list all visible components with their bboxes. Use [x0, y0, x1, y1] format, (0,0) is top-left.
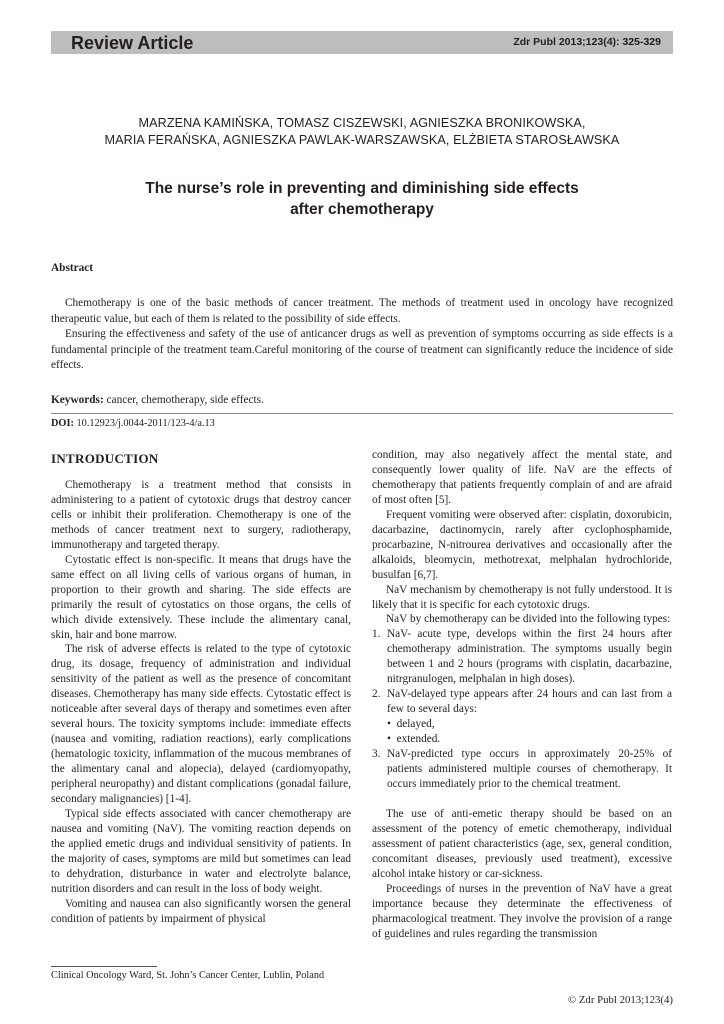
header-bar — [51, 31, 673, 54]
title-line-1: The nurse’s role in preventing and diminishing side effects — [145, 180, 579, 197]
keywords-value: cancer, chemotherapy, side effects. — [106, 394, 264, 406]
page-range: 325-329 — [622, 36, 661, 48]
body-column-right — [372, 448, 672, 942]
list-item: 2. NaV-delayed type appears after 24 hours and can last from a few to several days: • delayed, • extended. — [372, 688, 672, 746]
author-list — [51, 115, 673, 149]
keywords-label: Keywords: — [51, 394, 104, 406]
body-paragraph: condition, may also negatively affect the mental state, and consequently lower quality of life. NaV are the effects of chemotherapy that patients frequently complain of and are afraid of most often [5]. — [372, 449, 672, 506]
journal-citation — [513, 36, 661, 48]
body-paragraph: NaV mechanism by chemotherapy is not fully understood. It is likely that it is specific for each cytotoxic drugs. — [372, 583, 672, 611]
body-paragraph: The risk of adverse effects is related to the type of cytotoxic drug, its dosage, frequency of administration and individual sensitivity of the patient as well as the presence of concomitant diseases. Chemotherapy has many side effects. Cytostatic effect is noticeable after several days of therapy and sometimes even after several hours. The toxicity symptoms include: immediate effects (nausea and vomiting, radiation reactions), early complications (hematologic toxicity, inflammation of the mucous membranes of the alimentary canal and alopecia), delayed (cardiomyopathy, peripheral neuropathy) and distant complications (gonadal failure, secondary malignancies) [1-4]. — [51, 643, 351, 806]
copyright: © Zdr Publ 2013;123(4) — [567, 994, 673, 1006]
body-paragraph: The use of anti-emetic therapy should be based on an assessment of the potency of emetic chemotherapy, individual assessment of patient characteristics (age, sex, general condition, concomitant diseases, previously used treatment), excessive alcohol intake history or car-sickness. — [372, 807, 672, 880]
keywords — [51, 394, 264, 406]
section-divider — [51, 413, 673, 414]
body-paragraph: Cytostatic effect is non-specific. It means that drugs have the same effect on all living cells of various organs of human, in proportion to their growth and sharing. The side effects are primarily the result of cytostatics on those organs, the cells of which divide extensively. These include the alimentary canal, skin, hair and bone marrow. — [51, 553, 351, 641]
nav-types-list — [372, 627, 672, 791]
abstract-paragraph: Ensuring the effectiveness and safety of the use of anticancer drugs as well as prevention of symptoms occurring as side effects is a fundamental principle of the treatment team.Careful monitoring of the course of treatment can significantly reduce the incidence of side effects. — [51, 328, 673, 372]
article-title — [51, 178, 673, 220]
author-line-1: MARZENA KAMIŃSKA, TOMASZ CISZEWSKI, AGNIESZKA BRONIKOWSKA, — [138, 116, 586, 130]
bullet-icon: • — [387, 718, 391, 731]
body-paragraph: Frequent vomiting were observed after: cisplatin, doxorubicin, dacarbazine, dactinomycin, rarely after cyclophosphamide, procarbazine, N-nitrourea derivatives and occasionally after the alkaloids, bleomycin, methotrexat, melphalan hydrochloride, busulfan [6,7]. — [372, 508, 672, 581]
body-paragraph: Typical side effects associated with cancer chemotherapy are nausea and vomiting (NaV). The vomiting reaction depends on the applied emetic drugs and individual sensitivity of patients. In the majority of cases, symptoms are mild but sometimes can lead to dehydration, disturbance in water and electrolyte balance, nutrition disorders and can result in the loss of body weight. — [51, 807, 351, 895]
abstract-paragraph: Chemotherapy is one of the basic methods of cancer treatment. The methods of treatment used in oncology have recognized therapeutic value, but each of them is related to the possibility of side effects. — [51, 297, 673, 325]
list-item: 1. NaV- acute type, develops within the first 24 hours after chemotherapy administration. The symptoms usually begin between 1 and 2 hours (programs with cisplatin, dacarbazine, nitrgranulogen, melphalan in high doses). — [372, 628, 672, 686]
body-paragraph: Chemotherapy is a treatment method that consists in administering to a patient of cytotoxic drugs that destroy cancer cells or inhibit their proliferation. Chemotherapy is one of the methods of cancer treatment next to surgery, radiotherapy, immunotherapy and targeted therapy. — [51, 479, 351, 551]
abstract-heading: Abstract — [51, 262, 94, 274]
abstract-body — [51, 296, 673, 374]
doi-label: DOI: — [51, 418, 74, 429]
affiliation-footnote: Clinical Oncology Ward, St. John’s Cancer Center, Lublin, Poland — [51, 970, 325, 981]
title-line-2: after chemotherapy — [290, 201, 434, 218]
list-item: 3. NaV-predicted type occurs in approximately 20-25% of patients administered multiple courses of chemotherapy. It occurs immediately prior to the chemical treatment. — [372, 748, 672, 790]
sub-list-item: • delayed, — [387, 718, 435, 731]
body-paragraph: Vomiting and nausea can also significantly worsen the general condition of patients by impairment of physical — [51, 897, 351, 925]
body-paragraph: Proceedings of nurses in the prevention of NaV have a great importance because they determinate the effectiveness of pharmacological treatment. They involve the provision of a range of guidelines and rules regarding the transmission — [372, 882, 672, 940]
sub-list-item: • extended. — [387, 733, 441, 746]
doi-value[interactable]: 10.12923/j.0044-2011/123-4/a.13 — [76, 418, 215, 429]
bullet-icon: • — [387, 733, 391, 746]
citation-text: Zdr Publ 2013;123(4): — [513, 36, 620, 48]
introduction-heading: INTRODUCTION — [51, 451, 159, 466]
footnote-divider — [51, 966, 157, 967]
body-column-left — [51, 478, 351, 927]
delayed-subtypes-list — [387, 717, 672, 747]
doi — [51, 418, 215, 429]
body-paragraph: NaV by chemotherapy can be divided into the following types: — [386, 613, 671, 626]
section-label: Review Article — [71, 33, 194, 53]
author-line-2: MARIA FERAŃSKA, AGNIESZKA PAWLAK-WARSZAWSKA, ELŻBIETA STAROSŁAWSKA — [104, 133, 620, 147]
